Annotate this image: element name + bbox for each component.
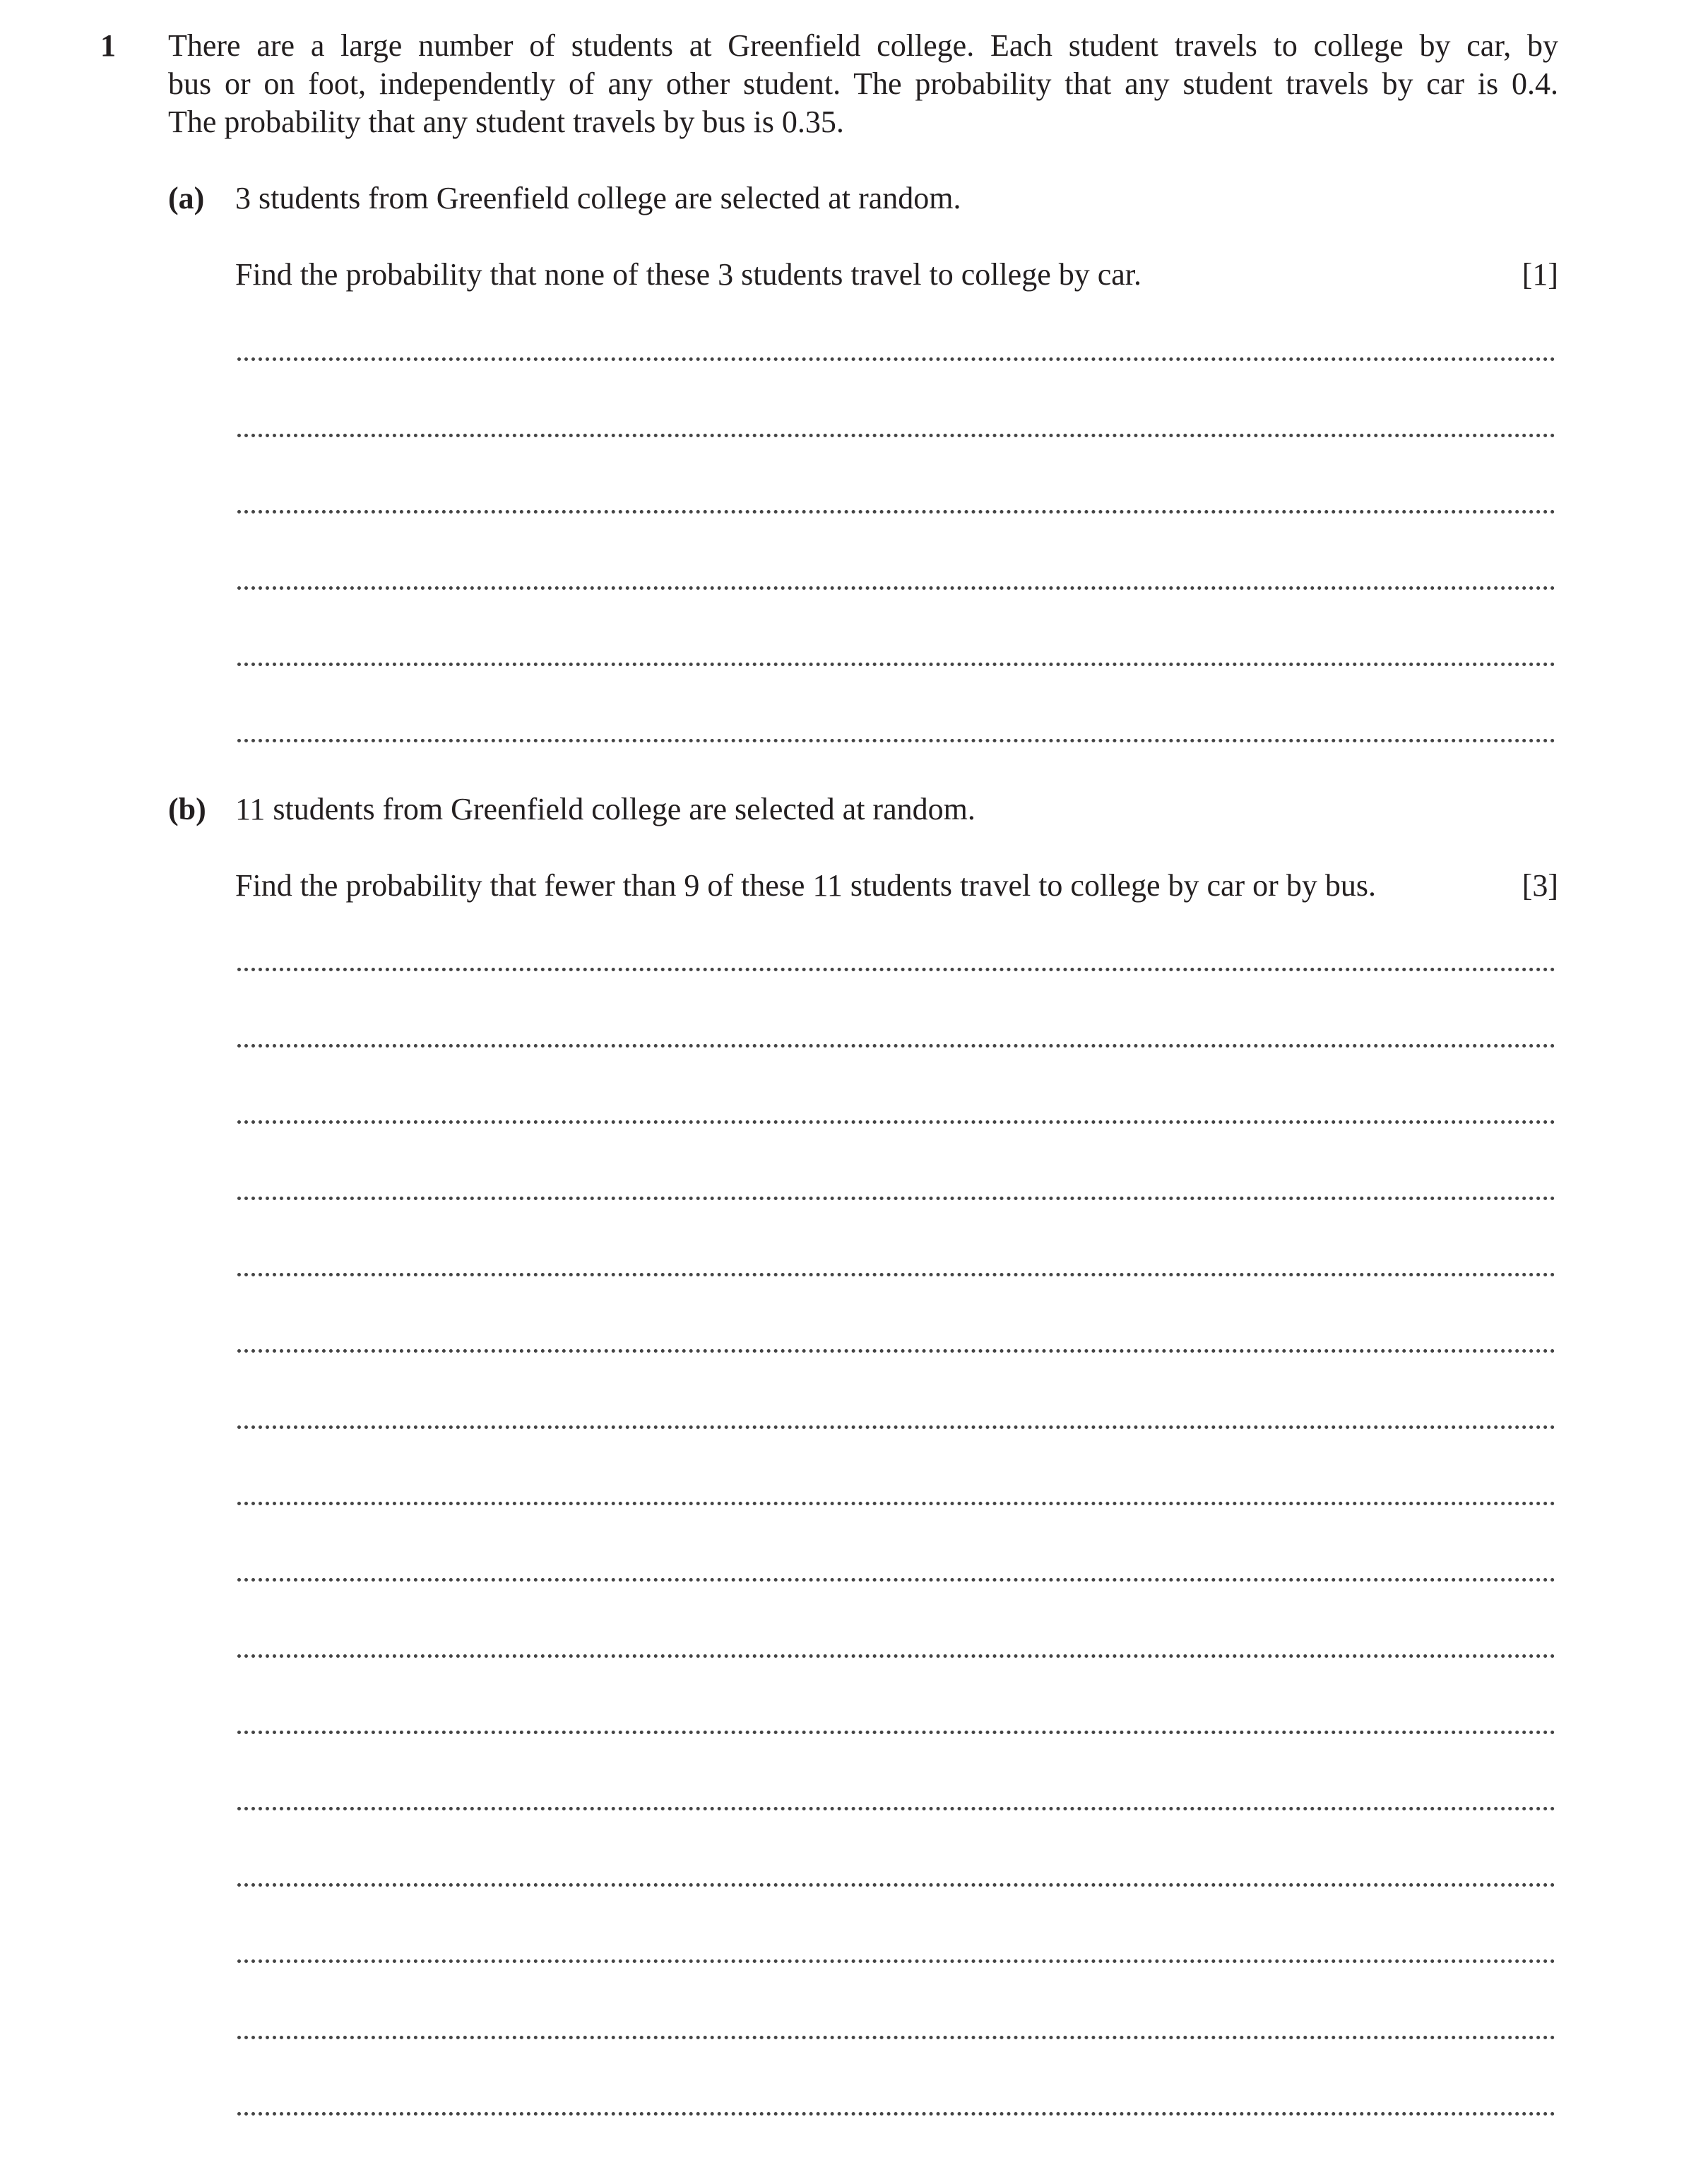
answer-line[interactable] bbox=[237, 1731, 1555, 1734]
answer-line[interactable] bbox=[237, 1578, 1555, 1582]
part-b-label: (b) bbox=[168, 792, 206, 826]
answer-line[interactable] bbox=[237, 1044, 1555, 1048]
answer-line[interactable] bbox=[237, 2036, 1555, 2039]
intro-line: The probability that any student travels by bus is 0.35. bbox=[168, 105, 844, 139]
answer-line[interactable] bbox=[237, 1273, 1555, 1276]
answer-line[interactable] bbox=[237, 1120, 1555, 1124]
intro-line: There are a large number of students at Greenfield college. Each student travels to college by car, by bbox=[168, 28, 1558, 63]
answer-line[interactable] bbox=[237, 1883, 1555, 1887]
answer-line[interactable] bbox=[237, 1959, 1555, 1963]
part-a-marks: [1] bbox=[1522, 257, 1558, 292]
answer-line[interactable] bbox=[237, 434, 1555, 437]
question-number: 1 bbox=[100, 28, 116, 63]
part-a-statement: 3 students from Greenfield college are selected at random. bbox=[235, 181, 961, 215]
answer-line[interactable] bbox=[237, 968, 1555, 971]
answer-line[interactable] bbox=[237, 1197, 1555, 1200]
answer-line[interactable] bbox=[237, 663, 1555, 666]
answer-line[interactable] bbox=[237, 1654, 1555, 1658]
answer-line[interactable] bbox=[237, 586, 1555, 590]
answer-line[interactable] bbox=[237, 1349, 1555, 1353]
part-b-statement: 11 students from Greenfield college are selected at random. bbox=[235, 792, 975, 826]
part-a-label: (a) bbox=[168, 181, 205, 215]
answer-line[interactable] bbox=[237, 1807, 1555, 1810]
answer-line[interactable] bbox=[237, 2112, 1555, 2116]
question-intro bbox=[168, 27, 1558, 141]
part-b-marks: [3] bbox=[1522, 868, 1558, 903]
intro-line: bus or on foot, independently of any other student. The probability that any student travels by car is 0.4. bbox=[168, 66, 1558, 101]
answer-line[interactable] bbox=[237, 739, 1555, 742]
answer-line[interactable] bbox=[237, 1425, 1555, 1429]
part-b-prompt: Find the probability that fewer than 9 of these 11 students travel to college by car or by bus. bbox=[235, 868, 1376, 903]
part-a-prompt: Find the probability that none of these 3 students travel to college by car. bbox=[235, 257, 1142, 292]
answer-line[interactable] bbox=[237, 510, 1555, 514]
answer-line[interactable] bbox=[237, 357, 1555, 361]
answer-line[interactable] bbox=[237, 1502, 1555, 1505]
